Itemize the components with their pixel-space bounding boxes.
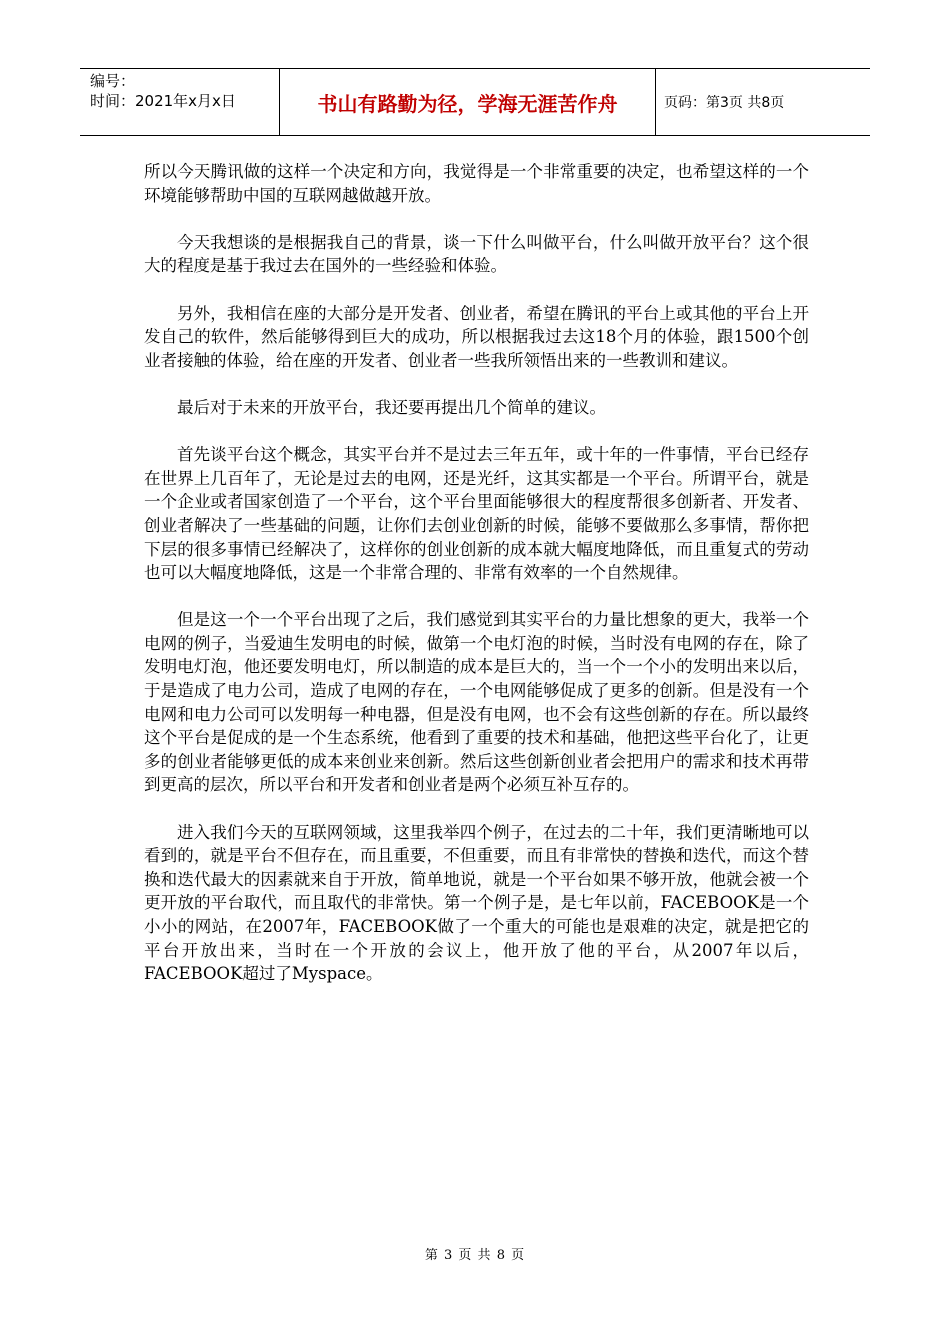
paragraph-2: 今天我想谈的是根据我自己的背景，谈一下什么叫做平台，什么叫做开放平台？这个很大的程度是基于我过去在国外的一些经验和体验。 [144, 232, 809, 276]
header-meta [80, 69, 280, 135]
header-page-info: 页码：第3页 共8页 [664, 95, 785, 111]
paragraph-6: 但是这一个一个平台出现了之后，我们感觉到其实平台的力量比想象的更大，我举一个电网的例子，当爱迪生发明电的时候，做第一个电灯泡的时候，当时没有电网的存在，除了发明电灯泡，他还要发明电灯，所以制造的成本是巨大的，当一个一个小的发明出来以后，于是造成了电力公司，造成了电网的存在，一个电网能够促成了更多的创新。但是没有一个电网和电力公司可以发明每一种电器，但是没有电网，也不会有这些创新的存在。所以最终这个平台是促成的是一个生态系统，他看到了重要的技术和基础，他把这些平台化了，让更多的创业者能够更低的成本来创业来创新。然后这些创新创业者会把用户的需求和技术再带到更高的层次，所以平台和开发者和创业者是两个必须互补互存的。 [144, 610, 809, 795]
paragraph-1: 所以今天腾讯做的这样一个决定和方向，我觉得是一个非常重要的决定，也希望这样的一个环境能够帮助中国的互联网越做越开放。 [144, 162, 809, 205]
page-header [80, 68, 870, 136]
header-motto: 书山有路勤为径，学海无涯苦作舟 [280, 69, 656, 135]
document-body [144, 160, 809, 1009]
paragraph-4: 最后对于未来的开放平台，我还要再提出几个简单的建议。 [177, 397, 606, 417]
paragraph-3: 另外，我相信在座的大部分是开发者、创业者，希望在腾讯的平台上或其他的平台上开发自己的软件，然后能够得到巨大的成功，所以根据我过去这18个月的体验，跟1500个创业者接触的体验，给在座的开发者、创业者一些我所领悟出来的一些教训和建议。 [144, 303, 809, 370]
paragraph-7: 进入我们今天的互联网领域，这里我举四个例子，在过去的二十年，我们更清晰地可以看到的，就是平台不但存在，而且重要，不但重要，而且有非常快的替换和迭代，而这个替换和迭代最大的因素就来自于开放，简单地说，就是一个平台如果不够开放，他就会被一个更开放的平台取代，而且取代的非常快。第一个例子是，是七年以前，FACEBOOK是一个小小的网站，在2007年，FACEBOOK做了一个重大的可能也是艰难的决定，就是把它的平台开放出来，当时在一个开放的会议上，他开放了他的平台，从2007年以后，FACEBOOK超过了Myspace。 [144, 822, 809, 984]
paragraph-5: 首先谈平台这个概念，其实平台并不是过去三年五年，或十年的一件事情，平台已经存在世界上几百年了，无论是过去的电网，还是光纤，这其实都是一个平台。所谓平台，就是一个企业或者国家创造了一个平台，这个平台里面能够很大的程度帮很多创新者、开发者、创业者解决了一些基础的问题，让你们去创业创新的时候，能够不要做那么多事情，帮你把下层的很多事情已经解决了，这样你的创业创新的成本就大幅度地降低，而且重复式的劳动也可以大幅度地降低，这是一个非常合理的、非常有效率的一个自然规律。 [144, 445, 809, 583]
page-footer: 第 3 页 共 8 页 [424, 1248, 526, 1263]
number-label: 编号： [90, 72, 136, 90]
time-label: 时间：2021年x月x日 [90, 92, 236, 110]
